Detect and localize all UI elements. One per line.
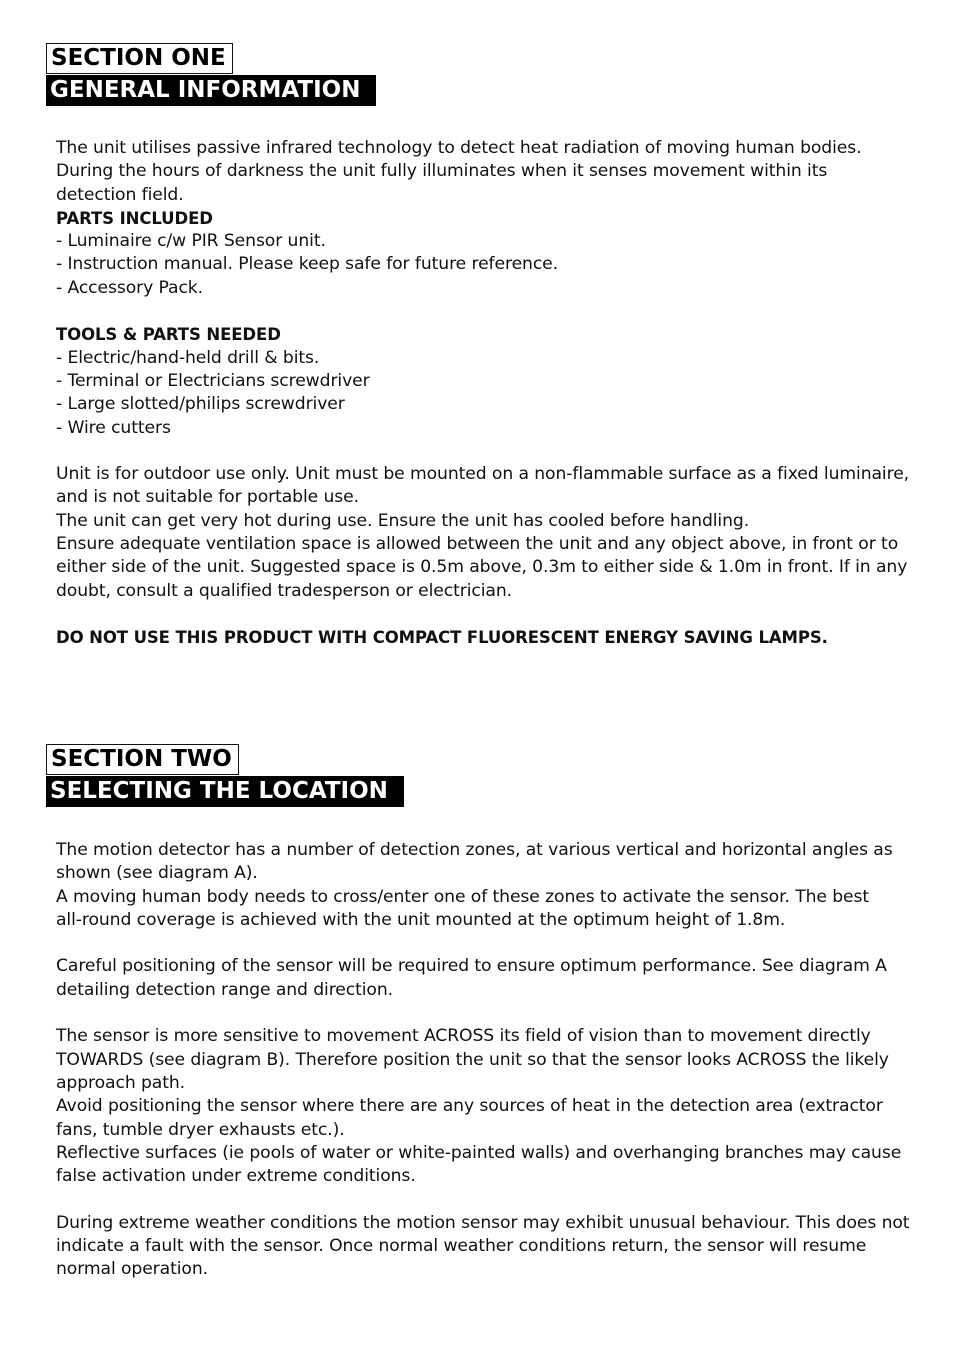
paragraph: Avoid positioning the sensor where there are any sources of heat in the detection area (extractor fans, tumble dryer exhausts etc.). [56, 1096, 883, 1140]
list-item: - Electric/hand-held drill & bits. [56, 347, 320, 368]
list-item: - Terminal or Electricians screwdriver [56, 370, 370, 391]
paragraph: The unit utilises passive infrared technology to detect heat radiation of moving human bodies. [56, 138, 862, 158]
section-label: SECTION TWO [46, 744, 239, 775]
list-item: - Instruction manual. Please keep safe for future reference. [56, 254, 559, 275]
paragraph: During the hours of darkness the unit fully illuminates when it senses movement within its detection field. [56, 161, 828, 205]
paragraph: Reflective surfaces (ie pools of water or white-painted walls) and overhanging branches may cause false activation under extreme conditions. [56, 1142, 902, 1187]
section-one-header [46, 43, 376, 106]
paragraph: The unit can get very hot during use. Ensure the unit has cooled before handling. [56, 510, 750, 531]
section-title: GENERAL INFORMATION [46, 75, 376, 106]
paragraph: The sensor is more sensitive to movement ACROSS its field of vision than to movement directly TOWARDS (see diagram B). Therefore position the unit so that the sensor looks ACROSS the likely approach path. [56, 1026, 889, 1093]
list-item: - Luminaire c/w PIR Sensor unit. [56, 231, 326, 252]
paragraph: During extreme weather conditions the motion sensor may exhibit unusual behaviour. This does not indicate a fault with the sensor. Once normal weather conditions return, the sensor will resume normal operation. [56, 1212, 910, 1280]
section-label: SECTION ONE [46, 43, 233, 74]
list-item: - Accessory Pack. [56, 277, 204, 298]
section-one-body [56, 137, 911, 650]
section-two-body [56, 839, 911, 1282]
list-item: - Wire cutters [56, 417, 171, 438]
paragraph: Ensure adequate ventilation space is allowed between the unit and any object above, in front or to either side of the unit. Suggested space is 0.5m above, 0.3m to either side & 1.0m in front. If in any doubt, consult a qualified tradesperson or electrician. [56, 534, 908, 601]
parts-heading: PARTS INCLUDED [56, 208, 213, 228]
paragraph: The motion detector has a number of detection zones, at various vertical and horizontal angles as shown (see diagram A). [56, 840, 893, 884]
tools-heading: TOOLS & PARTS NEEDED [56, 325, 281, 345]
paragraph: A moving human body needs to cross/enter one of these zones to activate the sensor. The best [56, 886, 870, 907]
paragraph: Unit is for outdoor use only. Unit must be mounted on a non-flammable surface as a fixed luminaire, and is not suitable for portable use. [56, 464, 910, 508]
section-two-header [46, 744, 404, 807]
paragraph: Careful positioning of the sensor will be required to ensure optimum performance. See diagram A detailing detection range and direction. [56, 956, 887, 1000]
paragraph: all-round coverage is achieved with the unit mounted at the optimum height of 1.8m. [56, 909, 786, 930]
list-item: - Large slotted/philips screwdriver [56, 394, 345, 415]
warning-text: DO NOT USE THIS PRODUCT WITH COMPACT FLUORESCENT ENERGY SAVING LAMPS. [56, 628, 828, 648]
section-title: SELECTING THE LOCATION [46, 776, 404, 807]
